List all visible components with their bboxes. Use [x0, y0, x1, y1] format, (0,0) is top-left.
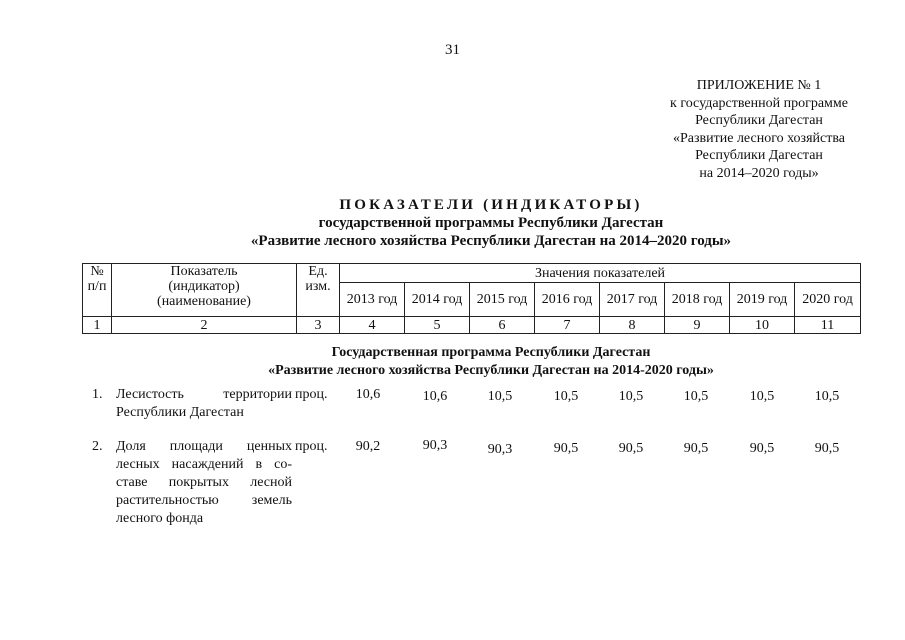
column-number: 2 [112, 317, 297, 334]
header-indicator: Показатель (индикатор) (наименование) [112, 264, 297, 317]
page-number: 31 [445, 42, 460, 58]
value-cell: 90,2 [355, 439, 381, 454]
unit-value: проц. [295, 439, 328, 454]
document-title [0, 196, 905, 250]
value-cell: 10,5 [683, 389, 709, 404]
appendix-line: «Развитие лесного хозяйства [672, 130, 845, 146]
indicators-table [82, 263, 861, 334]
appendix-line: Республики Дагестан [695, 148, 823, 163]
column-number: 9 [665, 317, 730, 334]
header-year: 2019 год [730, 283, 795, 317]
value-cell: 90,5 [749, 441, 775, 456]
header-year: 2015 год [470, 283, 535, 317]
value-cell: 90,5 [553, 441, 579, 456]
column-number: 5 [405, 317, 470, 334]
column-number: 3 [297, 317, 340, 334]
column-number: 4 [340, 317, 405, 334]
indicator-name: Лесистость территории Республики Дагестан [116, 387, 292, 420]
value-cell: 10,5 [618, 389, 644, 404]
value-cell: 10,5 [487, 389, 513, 404]
title-program-name: «Развитие лесного хозяйства Республики Дагестан на 2014–2020 годы» [250, 233, 732, 249]
row-number: 2. [92, 439, 103, 454]
column-number: 10 [730, 317, 795, 334]
header-year: 2016 год [535, 283, 600, 317]
appendix-line: на 2014–2020 годы» [699, 165, 819, 181]
column-number: 1 [83, 317, 112, 334]
indicator-name: Доля площади ценных лесных насаждений в со- ставе покрытых лесной растительностью земель лесного фонда [116, 439, 292, 526]
header-year: 2020 год [795, 283, 861, 317]
column-number: 7 [535, 317, 600, 334]
row-number: 1. [92, 387, 103, 402]
header-no: № п/п [83, 264, 112, 317]
header-year: 2014 год [405, 283, 470, 317]
header-year: 2017 год [600, 283, 665, 317]
value-cell: 90,3 [422, 438, 448, 453]
column-number: 6 [470, 317, 535, 334]
appendix-line: к государственной программе [670, 95, 848, 111]
header-values: Значения показателей [340, 264, 861, 283]
appendix-note [600, 77, 905, 182]
value-cell: 90,5 [814, 441, 840, 456]
value-cell: 10,5 [814, 389, 840, 404]
title-heading: ПОКАЗАТЕЛИ (ИНДИКАТОРЫ) [339, 197, 643, 213]
value-cell: 90,3 [487, 442, 513, 457]
header-unit: Ед. изм. [297, 264, 340, 317]
column-number: 8 [600, 317, 665, 334]
title-subheading: государственной программы Республики Дагестан [318, 215, 664, 231]
section-heading [0, 344, 905, 380]
header-year: 2013 год [340, 283, 405, 317]
column-number: 11 [795, 317, 861, 334]
section-line: Государственная программа Республики Дагестан [331, 345, 651, 360]
value-cell: 10,5 [749, 389, 775, 404]
appendix-line: ПРИЛОЖЕНИЕ № 1 [696, 78, 822, 93]
value-cell: 90,5 [683, 441, 709, 456]
unit-value: проц. [295, 387, 328, 402]
value-cell: 90,5 [618, 441, 644, 456]
value-cell: 10,5 [553, 389, 579, 404]
section-line: «Развитие лесного хозяйства Республики Дагестан на 2014-2020 годы» [268, 363, 714, 378]
value-cell: 10,6 [355, 387, 381, 402]
value-cell: 10,6 [422, 389, 448, 404]
header-year: 2018 год [665, 283, 730, 317]
appendix-line: Республики Дагестан [695, 113, 823, 128]
